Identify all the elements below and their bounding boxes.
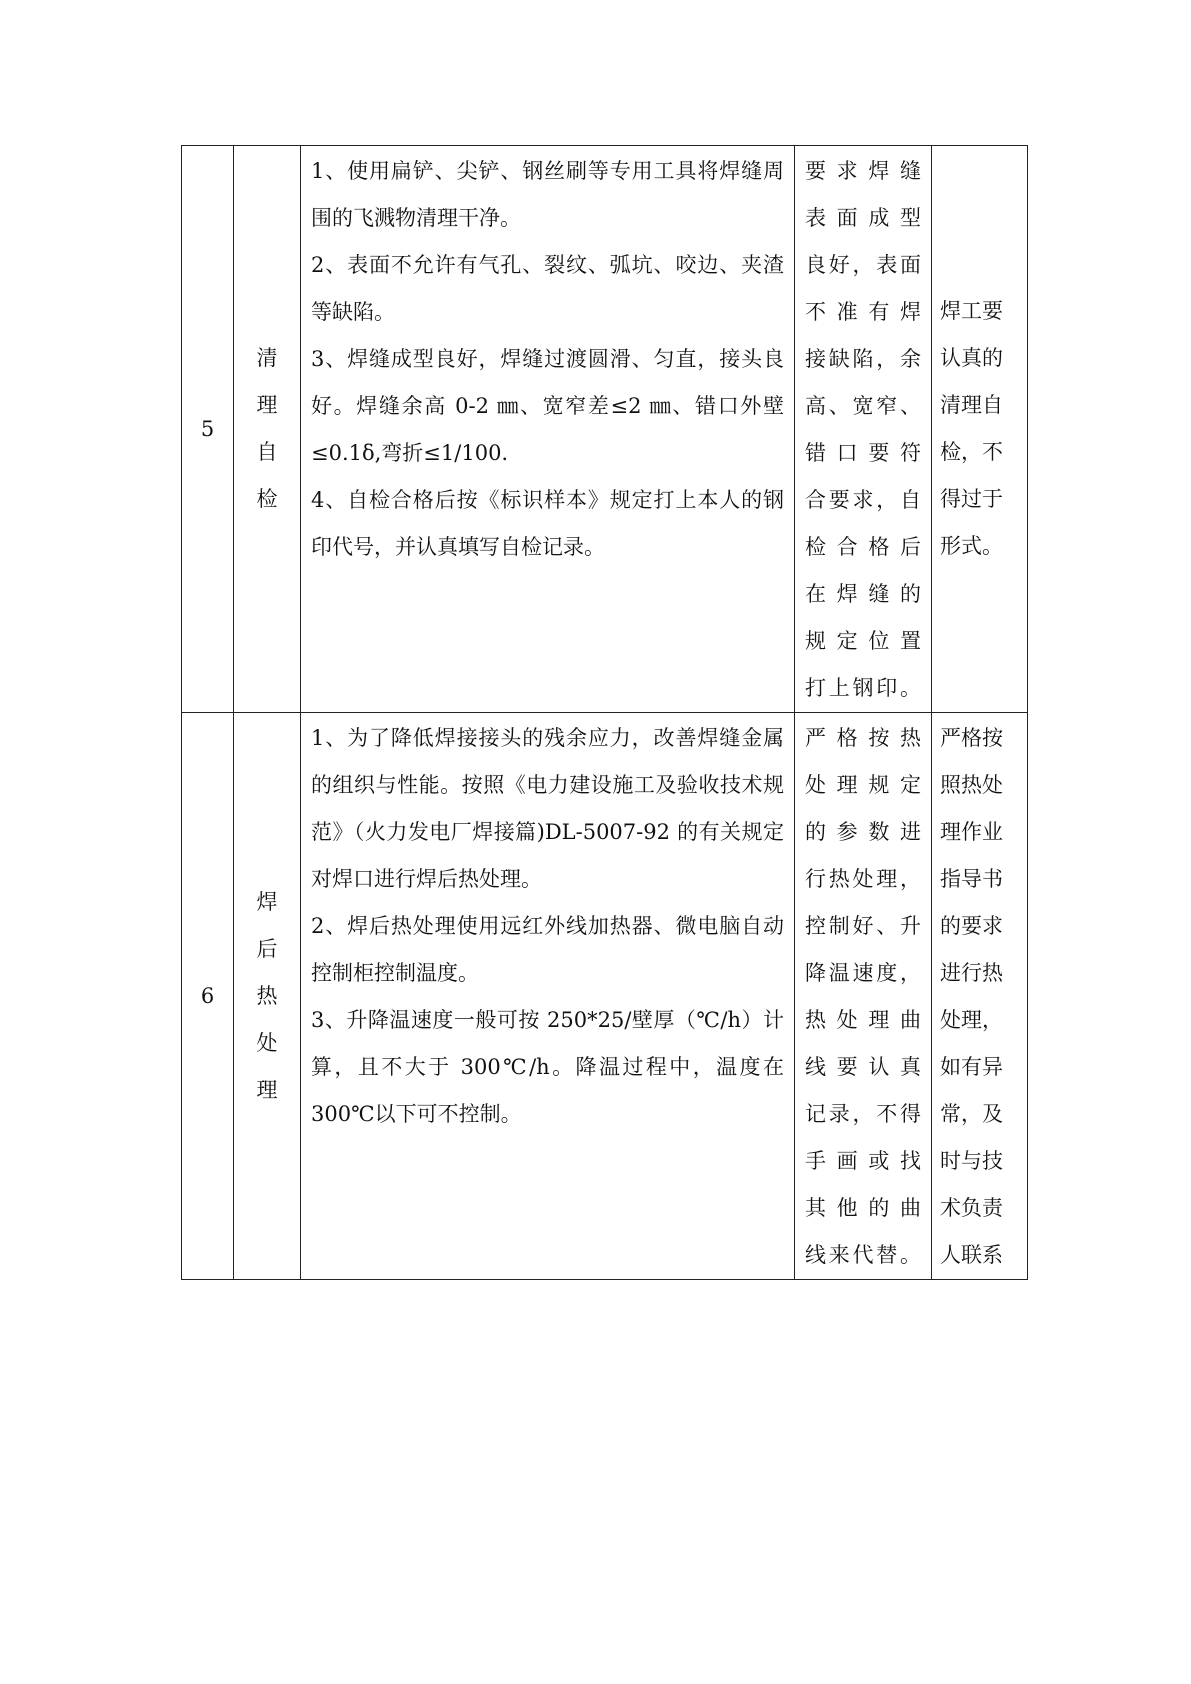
quality-line: 检合格后	[805, 535, 921, 559]
note-line: 术负责	[940, 1196, 1003, 1220]
quality-requirement-cell	[795, 713, 932, 1280]
quality-requirement-cell	[795, 146, 932, 713]
note-line: 理作业	[940, 820, 1003, 844]
step-name-cell	[234, 146, 301, 713]
note-line: 形式。	[940, 534, 1003, 558]
quality-line: 记录，不得	[805, 1102, 921, 1126]
quality-line: 错口要符	[805, 441, 921, 465]
quality-line: 手画或找	[805, 1149, 921, 1173]
note-line: 进行热	[940, 961, 1003, 985]
step-content-cell	[301, 146, 795, 713]
note-cell	[932, 713, 1028, 1280]
step-name: 焊后热处理	[256, 889, 278, 1102]
note-line: 指导书	[940, 867, 1003, 891]
quality-line: 热处理曲	[805, 1008, 921, 1032]
quality-line: 的参数进	[805, 820, 921, 844]
quality-line: 表面成型	[805, 206, 921, 230]
content-item: 1、使用扁铲、尖铲、钢丝刷等专用工具将焊缝周围的飞溅物清理干净。	[311, 159, 784, 230]
quality-line: 行热处理，	[805, 867, 921, 891]
step-content-cell	[301, 713, 795, 1280]
quality-line: 高、宽窄、	[805, 394, 921, 418]
quality-line: 控制好、升	[805, 914, 921, 938]
note-line: 时与技	[940, 1149, 1003, 1173]
step-name: 清理自检	[256, 346, 278, 511]
note-cell	[932, 146, 1028, 713]
quality-line: 线要认真	[805, 1055, 921, 1079]
content-item: 2、表面不允许有气孔、裂纹、弧坑、咬边、夹渣等缺陷。	[311, 253, 784, 324]
note-line: 照热处	[940, 773, 1003, 797]
quality-line: 严格按热	[805, 726, 921, 750]
content-item: 3、焊缝成型良好，焊缝过渡圆滑、匀直，接头良好。焊缝余高 0-2 ㎜、宽窄差≤2 ㎜、错口外壁≤0.1δ,弯折≤1/100.	[311, 347, 784, 465]
note-line: 如有异	[940, 1055, 1003, 1079]
note-line: 焊工要	[940, 299, 1003, 323]
quality-line: 合要求，自	[805, 488, 921, 512]
row-number: 5	[182, 146, 234, 713]
content-item: 3、升降温速度一般可按 250*25/壁厚（℃/h）计算，且不大于 300℃/h。降温过程中，温度在 300℃以下可不控制。	[311, 1008, 784, 1126]
quality-line: 良好，表面	[805, 253, 921, 277]
quality-line: 线来代替。	[805, 1243, 921, 1267]
quality-line: 在焊缝的	[805, 582, 921, 606]
work-procedure-table	[181, 145, 1028, 1280]
note-line: 得过于	[940, 487, 1003, 511]
quality-line: 要求焊缝	[805, 159, 921, 183]
note-line: 严格按	[940, 726, 1003, 750]
step-name-cell	[234, 713, 301, 1280]
quality-line: 接缺陷，余	[805, 347, 921, 371]
quality-line: 规定位置	[805, 629, 921, 653]
table-row	[182, 146, 1028, 713]
content-item: 4、自检合格后按《标识样本》规定打上本人的钢印代号，并认真填写自检记录。	[311, 488, 784, 559]
note-line: 清理自	[940, 393, 1003, 417]
content-item: 1、为了降低焊接接头的残余应力，改善焊缝金属的组织与性能。按照《电力建设施工及验收技术规范》（火力发电厂焊接篇)DL-5007-92 的有关规定对焊口进行焊后热处理。	[311, 726, 784, 891]
quality-line: 其他的曲	[805, 1196, 921, 1220]
note-line: 的要求	[940, 914, 1003, 938]
note-line: 常，及	[940, 1102, 1003, 1126]
note-line: 检，不	[940, 440, 1003, 464]
row-number: 6	[182, 713, 234, 1280]
note-line: 人联系	[940, 1243, 1003, 1267]
note-line: 处理，	[940, 1008, 1003, 1032]
table-row	[182, 713, 1028, 1280]
quality-line: 处理规定	[805, 773, 921, 797]
quality-line: 打上钢印。	[805, 676, 921, 700]
quality-line: 不准有焊	[805, 300, 921, 324]
content-item: 2、焊后热处理使用远红外线加热器、微电脑自动控制柜控制温度。	[311, 914, 784, 985]
note-line: 认真的	[940, 346, 1003, 370]
quality-line: 降温速度，	[805, 961, 921, 985]
